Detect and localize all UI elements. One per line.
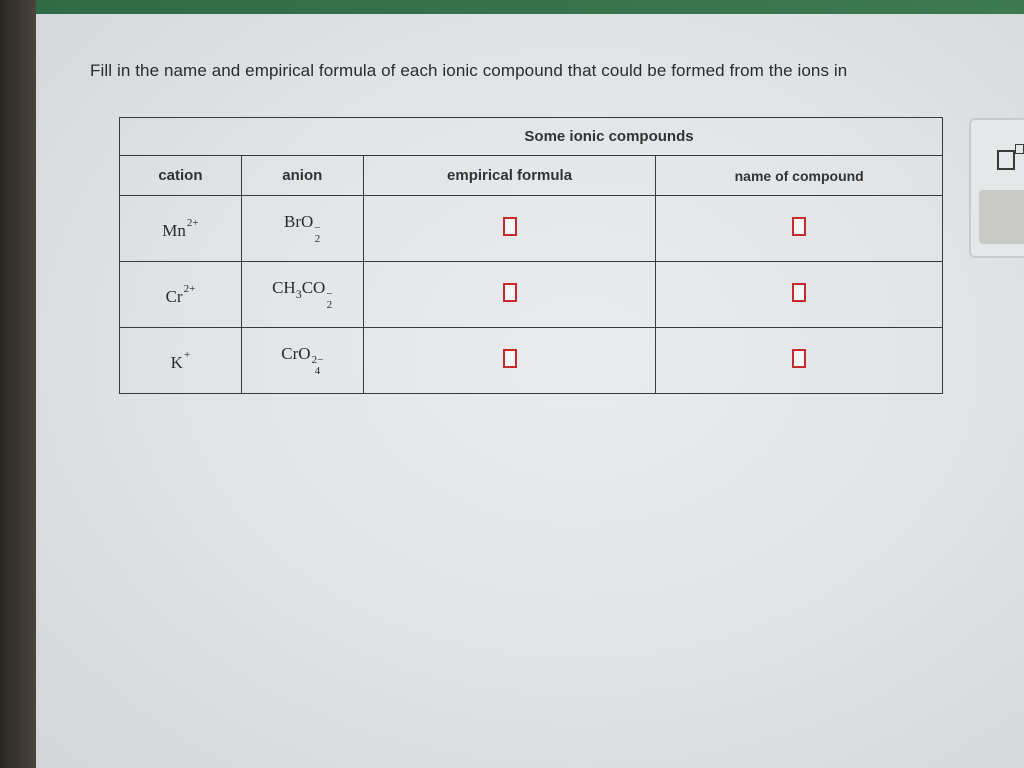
header-empirical-formula: empirical formula bbox=[363, 156, 656, 196]
table-row bbox=[120, 196, 943, 262]
cation-formula: K+ bbox=[170, 348, 191, 372]
instruction-text: Fill in the name and empirical formula of each ionic compound that could be formed from the ions in bbox=[90, 61, 848, 80]
compound-name-cell bbox=[656, 328, 943, 394]
anion-cell bbox=[241, 262, 363, 328]
cation-cell bbox=[120, 196, 242, 262]
cation-cell bbox=[120, 262, 242, 328]
empirical-formula-cell bbox=[363, 328, 656, 394]
tool-panel-button[interactable] bbox=[979, 190, 1024, 244]
ionic-compounds-table bbox=[119, 117, 943, 394]
cation-formula: $Mn^{2+}$ bbox=[162, 216, 199, 240]
table-row bbox=[120, 328, 943, 394]
screen bbox=[36, 14, 1024, 768]
compound-name-input[interactable] bbox=[792, 349, 806, 368]
tool-panel bbox=[969, 118, 1024, 258]
superscript-template-icon[interactable] bbox=[997, 150, 1015, 170]
left-bezel bbox=[0, 0, 36, 768]
cation-formula: $Cr^{2+}$ bbox=[165, 282, 196, 306]
header-anion: anion bbox=[241, 156, 363, 196]
anion-cell bbox=[241, 328, 363, 394]
compound-name-cell bbox=[656, 262, 943, 328]
cation-cell bbox=[120, 328, 242, 394]
anion-formula: BrO − 2 bbox=[284, 212, 321, 245]
table-row bbox=[120, 262, 943, 328]
table-caption bbox=[120, 118, 943, 156]
anion-formula: $CH_3CO$ − 2 bbox=[272, 278, 333, 311]
anion-cell bbox=[241, 196, 363, 262]
compound-name-input[interactable] bbox=[792, 217, 806, 236]
anion-formula: CrO 2− 4 bbox=[281, 344, 324, 377]
empirical-formula-input[interactable] bbox=[503, 283, 517, 302]
empirical-formula-input[interactable] bbox=[503, 349, 517, 368]
header-name-of-compound: name of compound bbox=[656, 156, 943, 196]
empirical-formula-input[interactable] bbox=[503, 217, 517, 236]
empirical-formula-cell bbox=[363, 262, 656, 328]
header-cation: cation bbox=[120, 156, 242, 196]
compound-name-cell bbox=[656, 196, 943, 262]
compound-name-input[interactable] bbox=[792, 283, 806, 302]
caption-text: Some ionic compounds bbox=[524, 128, 694, 145]
empirical-formula-cell bbox=[363, 196, 656, 262]
